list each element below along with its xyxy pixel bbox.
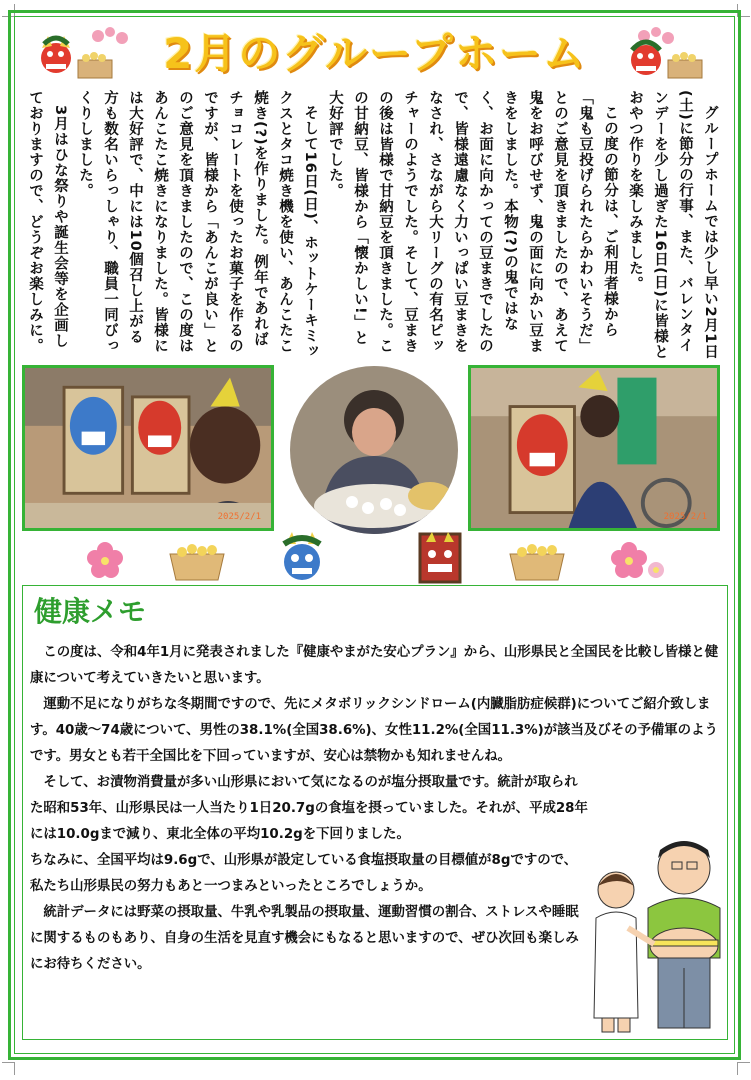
masu-beans-icon <box>166 538 228 582</box>
crop-mark-bottom-right <box>737 1062 750 1075</box>
masu-beans-icon <box>506 538 568 582</box>
ume-blossom-icon <box>84 540 126 582</box>
oni-masu-illustration-right <box>614 26 714 84</box>
article-paragraph: グループホームでは少し早い2月1日(土)に節分の行事、また、バレンタインデーを少し過ぎた16日(日)に皆様とおやつ作りを楽しみました。 <box>627 90 718 360</box>
memo-paragraph: 統計データには野菜の摂取量、牛乳や乳製品の摂取量、運動習慣の割合、ストレスや睡眠に関するものもあり、自身の生活を見直す機会にもなると思いますので、ぜひ次回も楽しみにお待ちください。 <box>30 905 579 972</box>
photo-making-takoyaki <box>290 366 458 534</box>
blue-oni-icon <box>278 530 326 584</box>
photo-bean-throwing-wheelchair <box>468 365 720 531</box>
memo-paragraph: この度は、令和4年1月に発表されました『健康やまがた安心プラン』から、山形県民と全国民を比較し皆様と健康について考えていきたいと思います。 <box>30 645 719 686</box>
crop-mark-bottom-left <box>2 1062 15 1075</box>
waist-measurement-illustration <box>588 828 724 1036</box>
health-memo-title: 健康メモ <box>34 595 147 628</box>
article-paragraph: 3月はひな祭りや誕生会等を企画しておりますので、どうぞお楽しみに。 <box>27 90 68 354</box>
memo-paragraph: ちなみに、全国平均は9.6gで、山形県が設定している食塩摂取量の目標値が8gですので、私たち山形県民の努力もあと一つまみといったところでしょうか。 <box>30 853 578 894</box>
memo-paragraph: そして、お漬物消費量が多い山形県において気になるのが塩分摂取量です。統計が取られた昭和53年、山形県民は一人当たり1日20.7gの食塩を摂っていました。それが、平成28年には10.0gまで減り、東北全体の平均10.2gを下回りました。 <box>30 775 588 842</box>
page-title: 2月のグループホーム <box>163 29 587 78</box>
photo-date-stamp: 2025/2/1 <box>217 512 261 522</box>
photo-oni-mask-bean-throwing <box>22 365 274 531</box>
article-paragraph: そして16日(日)、ホットケーキミックスとタコ焼き機を使い、あんこたこ焼き(?)を作りました。例年であればチョコレートを使ったお菓子を作るのですが、皆様から「あんこが良い」とのご意見を頂きましたので、この度はあんこたこ焼きになりました。皆様には大好評で、中には10個召し上がる方も数名いらっしゃり、職員一同びっくりしました。 <box>77 90 318 359</box>
photo-date-stamp: 2025/2/1 <box>663 512 707 522</box>
memo-paragraph: 運動不足になりがちな冬期間ですので、先にメタボリックシンドローム(内臓脂肪症候群)についてご紹介致します。40歳～74歳について、男性の38.1%(全国38.6%)、女性11.2%(全国11.3%)が該当及びその予備軍のようです。男女とも若干全国比を下回っていますが、安心は禁物かも知れませんね。 <box>30 697 718 764</box>
article-body <box>22 90 722 360</box>
oni-masu-illustration-left <box>38 26 138 84</box>
red-oni-mask-icon <box>416 530 464 584</box>
ume-blossom-icon <box>608 540 666 582</box>
article-paragraph: この度の節分は、ご利用者様から「鬼も豆投げられたらかわいそうだ」とのご意見を頂きましたので、あえて鬼をお呼びせず、鬼の面に向かい豆まきをしました。本物(?)の鬼ではなく、お面に向かっての豆まきでしたので、皆様遠慮なく力いっぱい豆まきをなされ、さながら大リーグの有名ピッチャーのようでした。そして、豆まきの後は皆様で甘納豆を頂きました。この甘納豆、皆様から「懐かしい!」と大好評でした。 <box>327 90 618 354</box>
